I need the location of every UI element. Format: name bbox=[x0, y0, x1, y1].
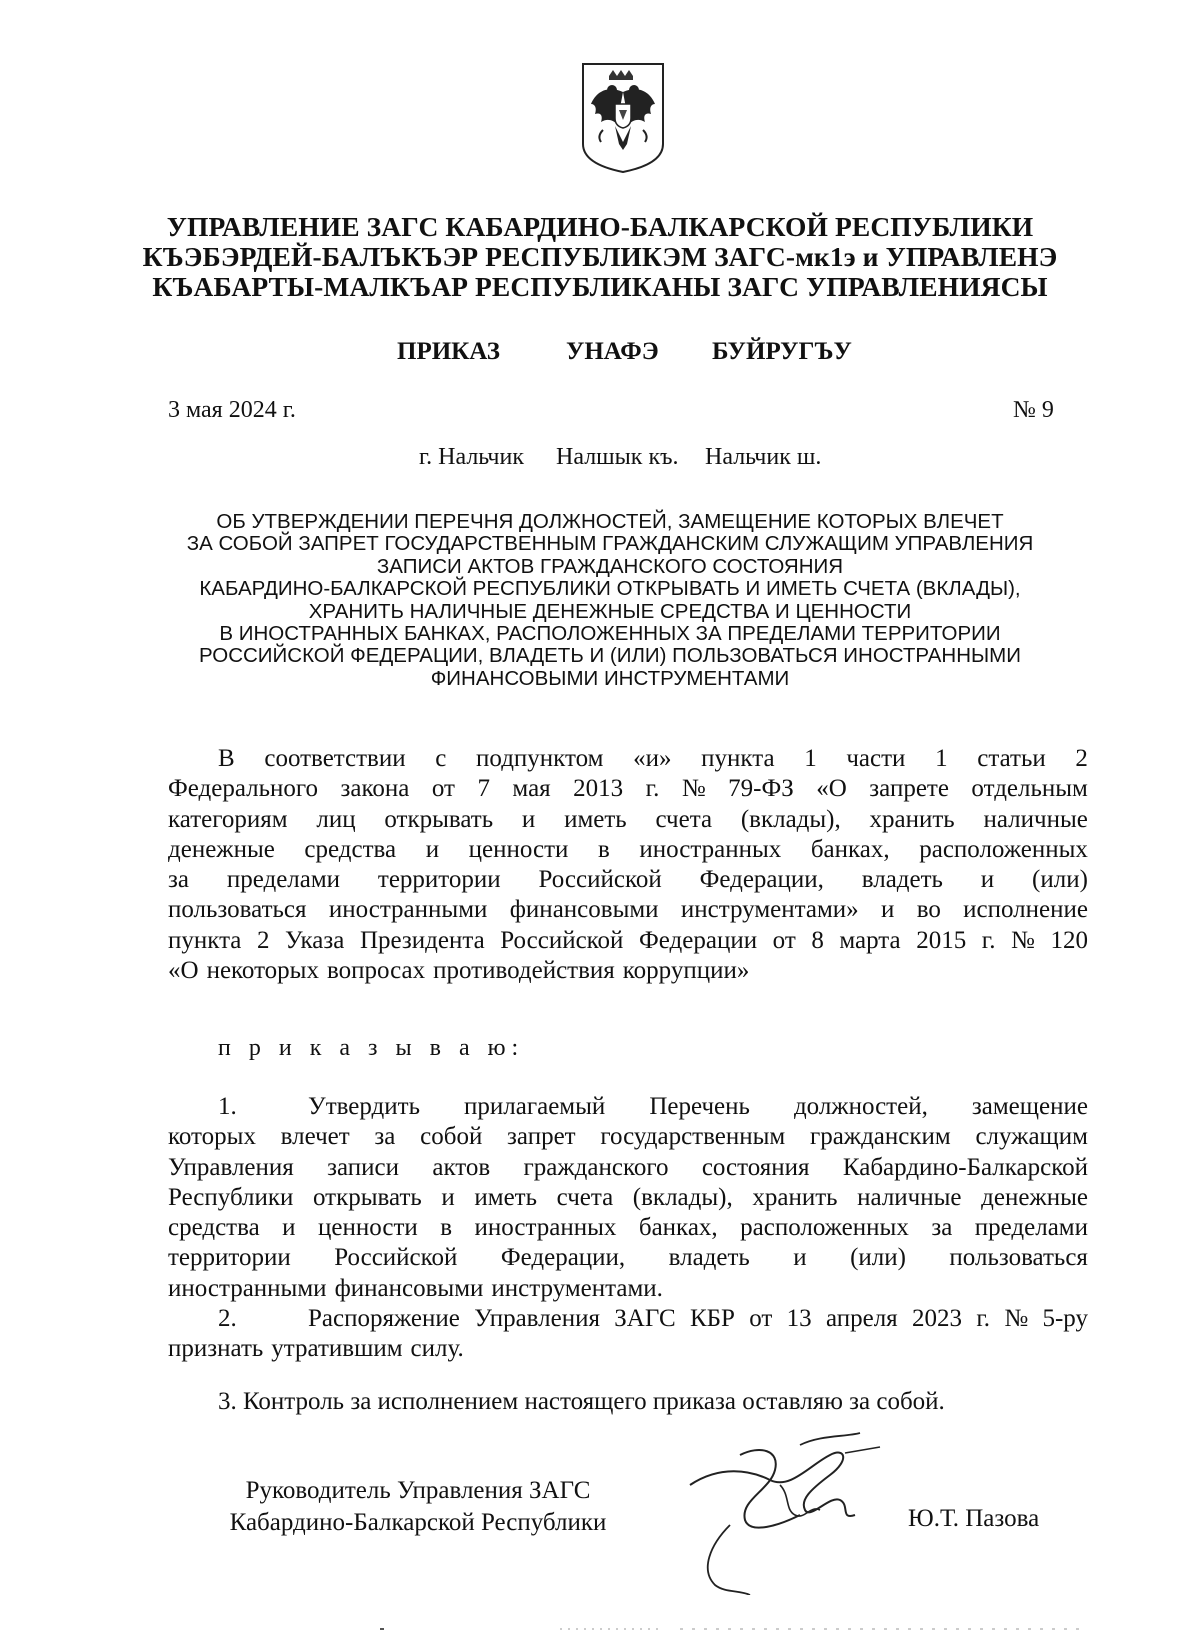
word: силу. bbox=[410, 1335, 464, 1363]
word: пользоваться bbox=[168, 896, 307, 924]
word: запрет bbox=[507, 1123, 576, 1151]
item-line bbox=[168, 1213, 1088, 1243]
handwritten-signature-icon bbox=[680, 1425, 900, 1595]
word: с bbox=[435, 745, 447, 772]
position-line-1: Руководитель Управления ЗАГС bbox=[245, 1477, 591, 1504]
word: Российской bbox=[334, 1244, 458, 1272]
word: банках, bbox=[810, 835, 890, 863]
order-item-2 bbox=[168, 1304, 1088, 1365]
preamble-line bbox=[168, 865, 1088, 895]
order-item-1 bbox=[168, 1092, 1088, 1304]
city-kbd: Налшык къ. bbox=[556, 444, 679, 470]
word: Федерации, bbox=[699, 866, 824, 894]
word: ЗАГС bbox=[614, 1305, 676, 1332]
word: Российской bbox=[500, 926, 624, 954]
word: КБР bbox=[689, 1305, 735, 1332]
word: государственным bbox=[600, 1123, 786, 1151]
preamble-line bbox=[168, 926, 1088, 956]
city-ru: г. Нальчик bbox=[419, 444, 524, 470]
signatory-position bbox=[168, 1475, 668, 1539]
city-line bbox=[0, 444, 1200, 474]
preamble-line bbox=[168, 835, 1088, 865]
header-line-3: КЪАБАРТЫ-МАЛКЪАР РЕСПУБЛИКАНЫ ЗАГС УПРАВЛЕНИЯСЫ bbox=[152, 271, 1048, 302]
word: Утвердить bbox=[308, 1093, 420, 1120]
order-number: № 9 bbox=[1013, 397, 1054, 423]
item-number: 2. bbox=[218, 1305, 237, 1332]
word: 1 bbox=[804, 745, 817, 772]
word: 8 bbox=[811, 926, 824, 954]
preamble-line bbox=[168, 805, 1088, 835]
word: 1 bbox=[935, 745, 948, 772]
russian-coat-of-arms-icon bbox=[579, 60, 667, 174]
word: подпунктом bbox=[476, 745, 604, 772]
word: актов bbox=[432, 1153, 491, 1181]
word: статьи bbox=[977, 745, 1046, 772]
word: средства bbox=[168, 1214, 260, 1242]
item-line bbox=[168, 1183, 1088, 1213]
word: № bbox=[681, 775, 706, 803]
city-krc: Нальчик ш. bbox=[705, 444, 822, 470]
word: пункта bbox=[701, 745, 775, 772]
word: инструментами. bbox=[491, 1274, 663, 1302]
word: 2 bbox=[256, 926, 270, 954]
position-line-2: Кабардино-Балкарской Республики bbox=[229, 1509, 607, 1536]
word: (или) bbox=[1032, 866, 1088, 894]
word: отдельным bbox=[971, 775, 1088, 803]
word: гражданским bbox=[809, 1123, 951, 1151]
word: г. bbox=[645, 775, 660, 803]
word: вопросах bbox=[326, 957, 426, 985]
word: 5-ру bbox=[1042, 1305, 1088, 1332]
word: (или) bbox=[850, 1244, 906, 1272]
word: Президента bbox=[359, 926, 485, 954]
word: запрете bbox=[869, 775, 949, 803]
word: и bbox=[282, 1214, 296, 1242]
word: № bbox=[1004, 1305, 1029, 1332]
word: которых bbox=[168, 1123, 256, 1151]
word: противодействия bbox=[433, 957, 615, 985]
word: Распоряжение bbox=[308, 1305, 460, 1332]
word: банках, bbox=[638, 1214, 718, 1242]
preamble-line bbox=[168, 744, 1088, 774]
order-subject bbox=[150, 511, 1070, 690]
word: мая bbox=[512, 775, 551, 803]
word: Перечень bbox=[649, 1093, 750, 1120]
word: Управления bbox=[168, 1153, 294, 1181]
word: за bbox=[168, 866, 189, 894]
header-line-2: КЪЭБЭРДЕЙ-БАЛЪКЪЭР РЕСПУБЛИКЭМ ЗАГС-мк1э и УПРАВЛЕНЭ bbox=[142, 241, 1058, 272]
signatory-name: Ю.Т. Пазова bbox=[908, 1505, 1040, 1532]
word: служащим bbox=[975, 1123, 1088, 1151]
word: расположенных bbox=[919, 835, 1088, 863]
word: и bbox=[880, 896, 895, 924]
order-title-ru: ПРИКАЗ bbox=[397, 338, 500, 365]
word: и bbox=[793, 1244, 807, 1272]
word: соответствии bbox=[264, 745, 406, 772]
word: «и» bbox=[633, 745, 672, 772]
preamble-line bbox=[168, 895, 1088, 925]
word: 7 bbox=[477, 775, 490, 803]
word: г. bbox=[981, 926, 996, 954]
word: «О bbox=[816, 775, 847, 803]
word: 2015 bbox=[916, 926, 967, 954]
word: № bbox=[1011, 926, 1035, 954]
word: хранить bbox=[869, 805, 955, 833]
word: коррупции» bbox=[622, 957, 750, 985]
word: счета bbox=[655, 805, 713, 833]
word: пункта bbox=[168, 926, 242, 954]
word: наличные bbox=[983, 805, 1088, 833]
word: Российской bbox=[538, 866, 662, 894]
item-line bbox=[168, 1274, 1088, 1304]
word: закона bbox=[340, 775, 410, 803]
word: утратившим bbox=[271, 1335, 403, 1363]
item-first-line-text bbox=[308, 1092, 1088, 1122]
word: признать bbox=[168, 1335, 264, 1363]
word: «О bbox=[168, 957, 199, 985]
word: в bbox=[440, 1214, 453, 1242]
word: и bbox=[521, 805, 536, 833]
word: прилагаемый bbox=[464, 1093, 606, 1120]
agency-header bbox=[140, 212, 1060, 302]
word: финансовыми bbox=[509, 896, 659, 924]
word: части bbox=[846, 745, 906, 772]
subject-line: КАБАРДИНО-БАЛКАРСКОЙ РЕСПУБЛИКИ ОТКРЫВАТЬ И ИМЕТЬ СЧЕТА (ВКЛАДЫ), bbox=[199, 577, 1021, 601]
word: исполнение bbox=[963, 896, 1088, 924]
word: влечет bbox=[280, 1123, 350, 1151]
word: инструментами» bbox=[680, 896, 859, 924]
word: ценности bbox=[468, 835, 569, 863]
subject-line: ЗА СОБОЙ ЗАПРЕТ ГОСУДАРСТВЕННЫМ ГРАЖДАНСКИМ СЛУЖАЩИМ УПРАВЛЕНИЯ bbox=[186, 532, 1034, 556]
word: Федерации bbox=[639, 926, 758, 954]
subject-line: ХРАНИТЬ НАЛИЧНЫЕ ДЕНЕЖНЫЕ СРЕДСТВА И ЦЕННОСТИ bbox=[308, 599, 912, 623]
word: Кабардино-Балкарской bbox=[842, 1153, 1088, 1181]
word: пользоваться bbox=[949, 1244, 1088, 1272]
word: апреля bbox=[825, 1305, 898, 1332]
word: денежные bbox=[981, 1183, 1088, 1211]
word: ценности bbox=[318, 1214, 418, 1242]
word: 79-ФЗ bbox=[728, 775, 794, 803]
item-line bbox=[168, 1334, 1088, 1364]
subject-line: РОССИЙСКОЙ ФЕДЕРАЦИИ, ВЛАДЕТЬ И (ИЛИ) ПОЛЬЗОВАТЬСЯ ИНОСТРАННЫМИ bbox=[199, 644, 1021, 668]
word: денежные bbox=[168, 835, 275, 863]
word: за bbox=[374, 1123, 396, 1151]
order-title-kbd: УНАФЭ bbox=[566, 338, 659, 365]
word: территории bbox=[168, 1244, 291, 1272]
word: расположенных bbox=[740, 1214, 909, 1242]
word: иностранных bbox=[639, 835, 782, 863]
word: во bbox=[916, 896, 941, 924]
word: наличные bbox=[857, 1183, 962, 1211]
word: иметь bbox=[564, 805, 627, 833]
item-line bbox=[168, 1122, 1088, 1152]
word: категориям bbox=[168, 805, 288, 833]
word: 2013 bbox=[573, 775, 624, 803]
word: хранить bbox=[752, 1183, 838, 1211]
item-first-line bbox=[168, 1092, 1088, 1122]
word: (вклады), bbox=[740, 805, 841, 833]
word: Федерального bbox=[168, 775, 319, 803]
word: г. bbox=[976, 1305, 990, 1332]
subject-line: ФИНАНСОВЫМИ ИНСТРУМЕНТАМИ bbox=[430, 666, 790, 690]
word: записи bbox=[327, 1153, 400, 1181]
word: должностей, bbox=[793, 1093, 928, 1120]
word: 13 bbox=[786, 1305, 812, 1332]
subject-line: В ИНОСТРАННЫХ БАНКАХ, РАСПОЛОЖЕННЫХ ЗА ПРЕДЕЛАМИ ТЕРРИТОРИИ bbox=[219, 622, 1001, 646]
word: и bbox=[980, 866, 995, 894]
word: иностранными bbox=[168, 1274, 327, 1302]
preamble-line bbox=[168, 956, 1088, 986]
word: 120 bbox=[1050, 926, 1088, 954]
order-title-krc: БУЙРУГЪУ bbox=[712, 338, 852, 365]
word: за bbox=[931, 1214, 953, 1242]
word: счета bbox=[556, 1183, 614, 1211]
word: от bbox=[772, 926, 796, 954]
word: Указа bbox=[285, 926, 345, 954]
preamble-line bbox=[168, 774, 1088, 804]
item-line bbox=[168, 1243, 1088, 1273]
item-first-line-text bbox=[308, 1304, 1088, 1334]
order-item-3: 3. Контроль за исполнением настоящего приказа оставляю за собой. bbox=[218, 1388, 945, 1415]
word: владеть bbox=[668, 1244, 750, 1272]
word: владеть bbox=[861, 866, 943, 894]
order-date: 3 мая 2024 г. bbox=[168, 397, 296, 423]
item-number: 1. bbox=[218, 1093, 237, 1120]
word: в bbox=[598, 835, 610, 863]
word: от bbox=[431, 775, 455, 803]
word: финансовыми bbox=[334, 1274, 484, 1302]
word: иностранными bbox=[328, 896, 488, 924]
word: и bbox=[441, 1183, 455, 1211]
word: Республики bbox=[168, 1183, 294, 1211]
word: открывать bbox=[384, 805, 494, 833]
word: Управления bbox=[474, 1305, 600, 1332]
word: и bbox=[425, 835, 440, 863]
word: пределами bbox=[974, 1214, 1088, 1242]
orders-word: п р и к а з ы в а ю: bbox=[218, 1035, 525, 1061]
header-line-1: УПРАВЛЕНИЕ ЗАГС КАБАРДИНО-БАЛКАРСКОЙ РЕСПУБЛИКИ bbox=[166, 211, 1034, 242]
scan-artifact bbox=[380, 1626, 1100, 1632]
word: лиц bbox=[316, 805, 356, 833]
word: некоторых bbox=[206, 957, 319, 985]
word: открывать bbox=[313, 1183, 422, 1211]
word: территории bbox=[377, 866, 501, 894]
word: Федерации, bbox=[500, 1244, 626, 1272]
word: В bbox=[218, 745, 235, 772]
word: собой bbox=[420, 1123, 483, 1151]
preamble-paragraph bbox=[168, 744, 1088, 986]
item-first-line bbox=[168, 1304, 1088, 1334]
word: пределами bbox=[226, 866, 341, 894]
word: (вклады), bbox=[632, 1183, 733, 1211]
subject-line: ОБ УТВЕРЖДЕНИИ ПЕРЕЧНЯ ДОЛЖНОСТЕЙ, ЗАМЕЩЕНИЕ КОТОРЫХ ВЛЕЧЕТ bbox=[216, 510, 1004, 533]
word: 2 bbox=[1075, 745, 1088, 772]
word: марта bbox=[839, 926, 901, 954]
word: иностранных bbox=[474, 1214, 617, 1242]
word: средства bbox=[304, 835, 397, 863]
subject-line: ЗАПИСИ АКТОВ ГРАЖДАНСКОГО СОСТОЯНИЯ bbox=[376, 554, 844, 578]
item-line bbox=[168, 1153, 1088, 1183]
word: иметь bbox=[474, 1183, 538, 1211]
word: замещение bbox=[971, 1093, 1088, 1120]
word: состояния bbox=[701, 1153, 810, 1181]
word: гражданского bbox=[523, 1153, 669, 1181]
word: от bbox=[749, 1305, 773, 1332]
order-titles bbox=[0, 338, 1200, 372]
word: 2023 bbox=[912, 1305, 962, 1332]
